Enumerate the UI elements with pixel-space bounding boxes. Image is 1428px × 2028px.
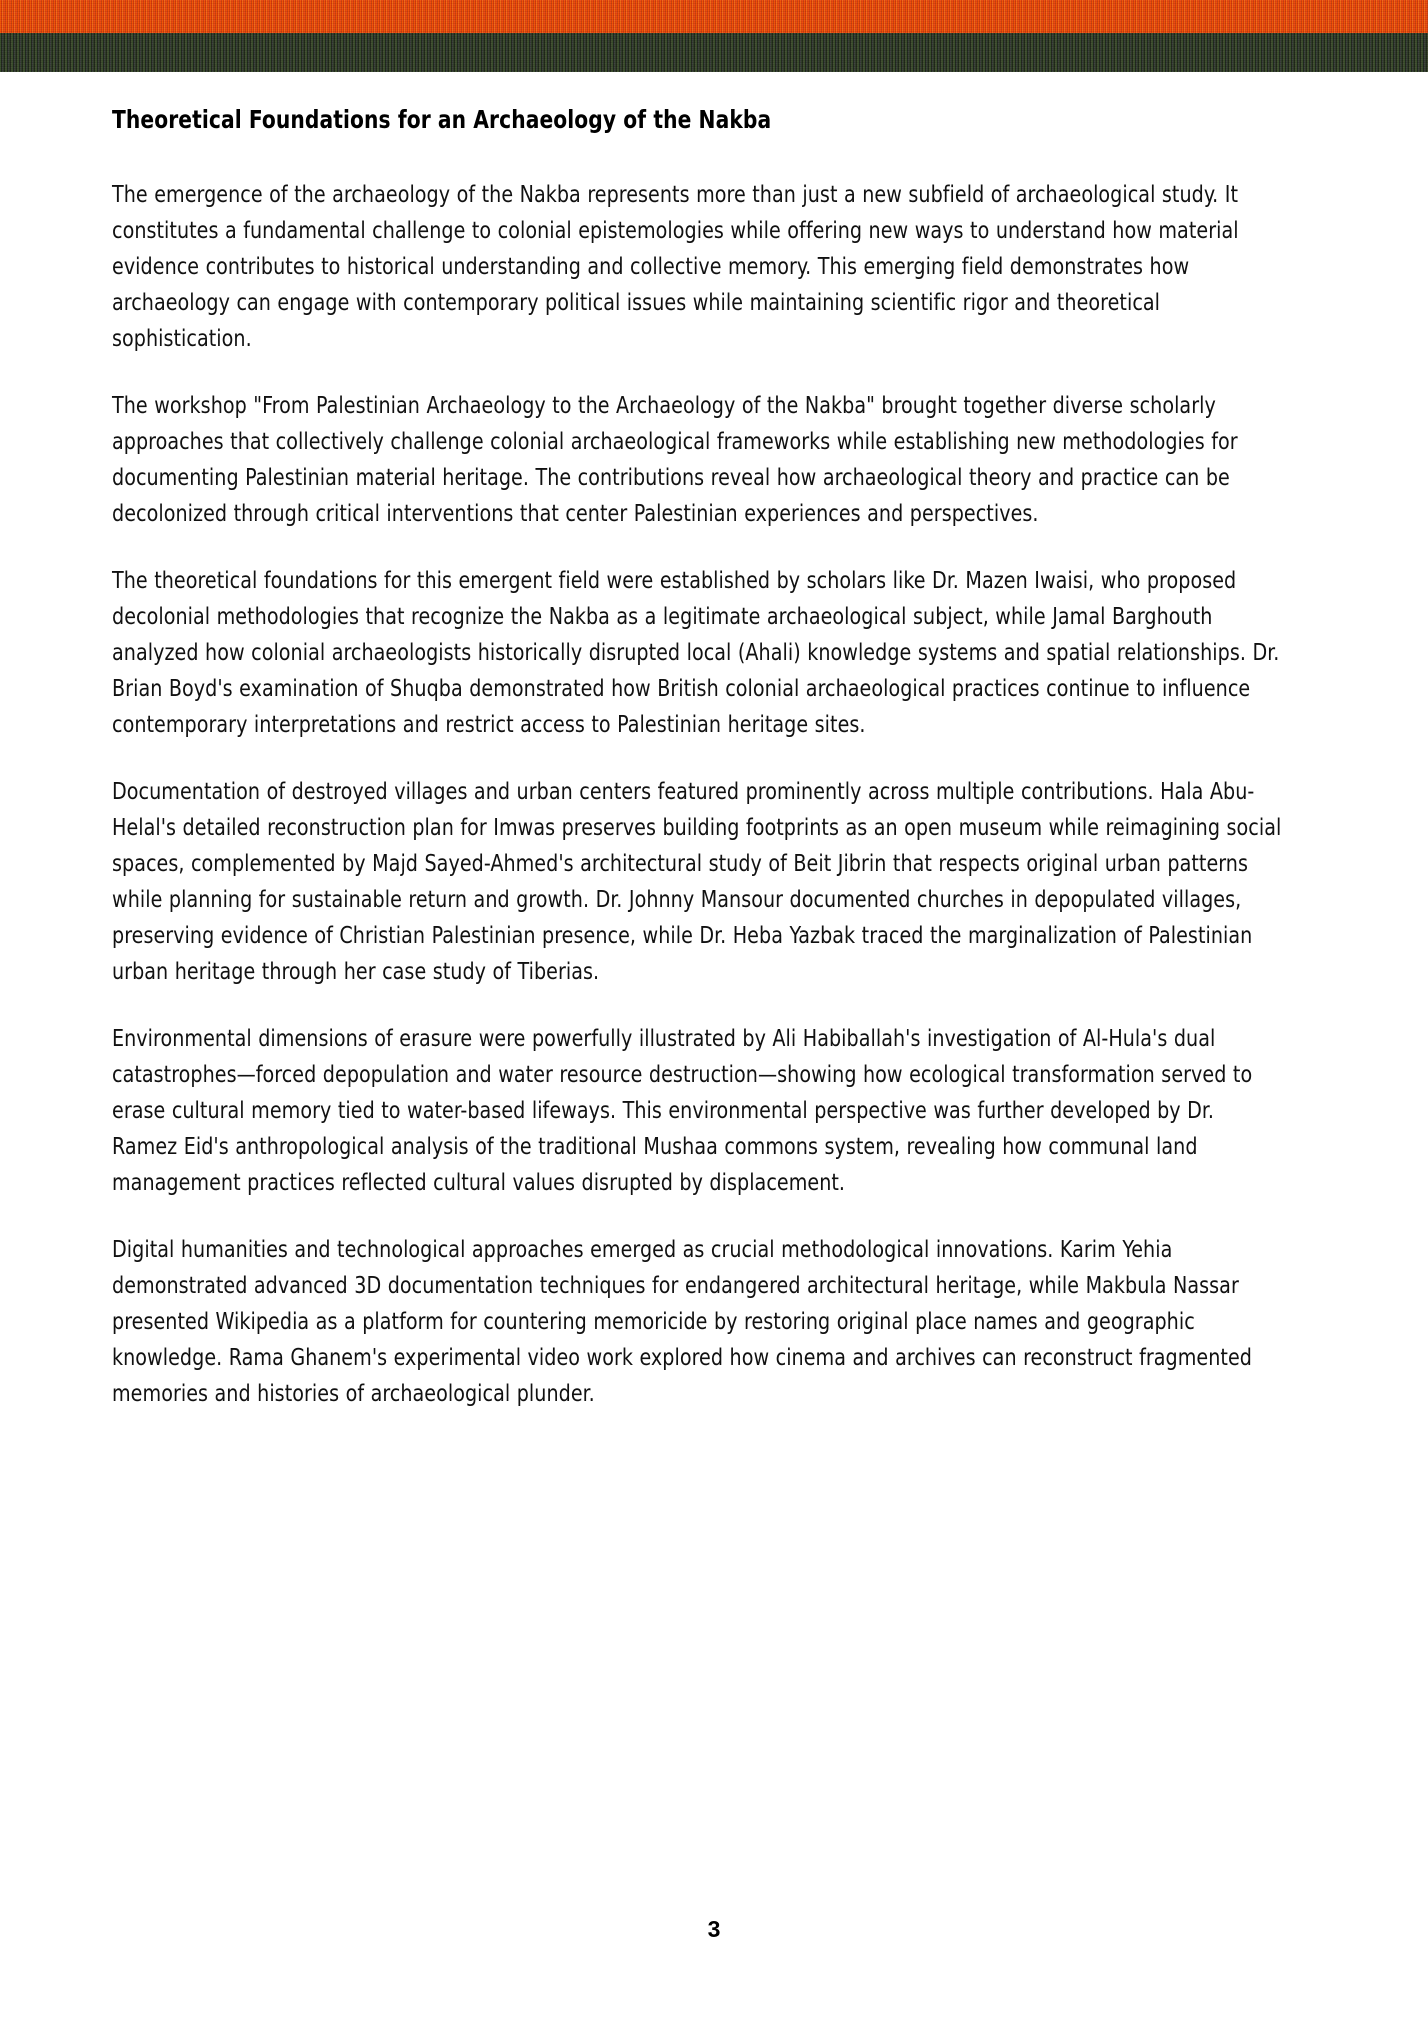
page-title: Theoretical Foundations for an Archaeology of the Nakba (112, 105, 772, 134)
document-content (112, 104, 1282, 1411)
paragraph-environmental: Environmental dimensions of erasure were powerfully illustrated by Ali Habiballah's investigation of Al-Hula's dual catastrophes—forced depopulation and water resource destruction—showing how ecological transformation served to erase cultural memory tied to water-based lifeways. This environmental perspective was further developed by Dr. Ramez Eid's anthropological analysis of the traditional Mushaa commons system, revealing how communal land management practices reflected cultural values disrupted by displacement. (112, 1024, 1253, 1196)
banner-stripe-dark (0, 33, 1428, 72)
page-number: 3 (707, 1916, 721, 1942)
paragraph-workshop: The workshop "From Palestinian Archaeology to the Archaeology of the Nakba" brought together diverse scholarly approaches that collectively challenge colonial archaeological frameworks while establishing new methodologies for documenting Palestinian material heritage. The contributions reveal how archaeological theory and practice can be decolonized through critical interventions that center Palestinian experiences and perspectives. (112, 391, 1238, 527)
banner-stripe-orange (0, 0, 1428, 33)
decorative-top-banner (0, 0, 1428, 72)
paragraph-emergence: The emergence of the archaeology of the Nakba represents more than just a new subfield of archaeological study. It constitutes a fundamental challenge to colonial epistemologies while offering new ways to understand how material evidence contributes to historical understanding and collective memory. This emerging field demonstrates how archaeology can engage with contemporary political issues while maintaining scientific rigor and theoretical sophistication. (112, 180, 1239, 352)
paragraph-digital-humanities: Digital humanities and technological approaches emerged as crucial methodological innovations. Karim Yehia demonstrated advanced 3D documentation techniques for endangered architectural heritage, while Makbula Nassar presented Wikipedia as a platform for countering memoricide by restoring original place names and geographic knowledge. Rama Ghanem's experimental video work explored how cinema and archives can reconstruct fragmented memories and histories of archaeological plunder. (112, 1235, 1252, 1407)
paragraph-documentation: Documentation of destroyed villages and urban centers featured prominently across multiple contributions. Hala Abu-Helal's detailed reconstruction plan for Imwas preserves building footprints as an open museum while reimagining social spaces, complemented by Majd Sayed-Ahmed's architectural study of Beit Jibrin that respects original urban patterns while planning for sustainable return and growth. Dr. Johnny Mansour documented churches in depopulated villages, preserving evidence of Christian Palestinian presence, while Dr. Heba Yazbak traced the marginalization of Palestinian urban heritage through her case study of Tiberias. (112, 777, 1282, 985)
paragraph-theoretical-foundations: The theoretical foundations for this emergent field were established by scholars like Dr. Mazen Iwaisi, who proposed decolonial methodologies that recognize the Nakba as a legitimate archaeological subject, while Jamal Barghouth analyzed how colonial archaeologists historically disrupted local (Ahali) knowledge systems and spatial relationships. Dr. Brian Boyd's examination of Shuqba demonstrated how British colonial archaeological practices continue to influence contemporary interpretations and restrict access to Palestinian heritage sites. (112, 566, 1280, 738)
